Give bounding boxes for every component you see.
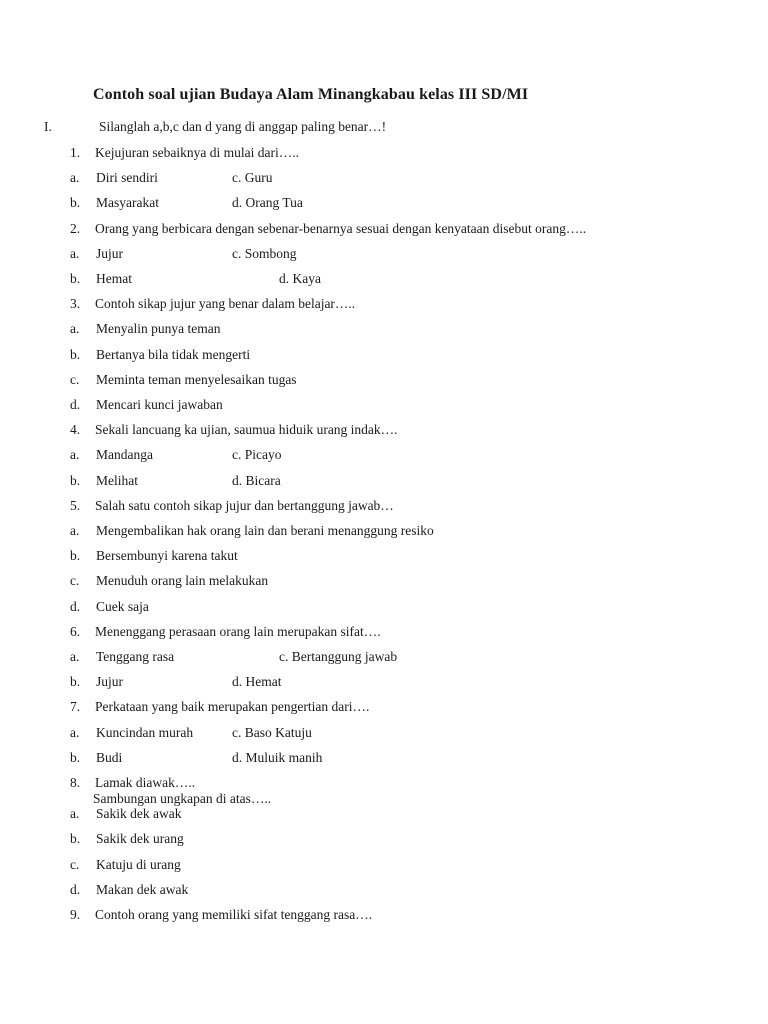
- option-letter: a.: [70, 523, 80, 538]
- option-text-second: c. Sombong: [232, 245, 297, 261]
- question-text: Contoh orang yang memiliki sifat tenggang rasa….: [95, 907, 373, 922]
- option-letter: c.: [70, 371, 80, 387]
- option-letter: d.: [70, 598, 81, 614]
- option-letter: b.: [70, 749, 81, 765]
- question-text: Salah satu contoh sikap jujur dan bertanggung jawab…: [95, 497, 394, 513]
- question-number: 5.: [70, 497, 81, 513]
- question-number: 8.: [70, 775, 81, 790]
- option-text: Sakik dek awak: [96, 806, 182, 822]
- option-text: Mandanga: [96, 447, 153, 463]
- option-text: Bersembunyi karena takut: [96, 548, 238, 564]
- option-text: Katuju di urang: [96, 856, 181, 872]
- section-instruction: Silanglah a,b,c dan d yang di anggap paling benar…!: [99, 119, 387, 134]
- option-letter: a.: [70, 806, 80, 822]
- option-letter: a.: [70, 245, 80, 261]
- option-text-second: c. Picayo: [232, 447, 282, 463]
- option-letter: b.: [70, 472, 81, 488]
- option-letter: a.: [70, 321, 80, 337]
- option-text: Bertanya bila tidak mengerti: [96, 346, 251, 362]
- question-number: 4.: [70, 422, 81, 438]
- option-text: Menuduh orang lain melakukan: [96, 573, 269, 589]
- option-text-second: c. Guru: [232, 170, 273, 186]
- option-text: Mengembalikan hak orang lain dan berani menanggung resiko: [96, 523, 434, 538]
- option-letter: c.: [70, 573, 80, 589]
- option-letter: b.: [70, 346, 81, 362]
- option-text-second: c. Bertanggung jawab: [279, 649, 398, 664]
- option-text: Makan dek awak: [96, 881, 189, 897]
- option-letter: d.: [70, 397, 81, 412]
- option-letter: b.: [70, 271, 81, 286]
- page-title: Contoh soal ujian Budaya Alam Minangkabau kelas III SD/MI: [93, 86, 529, 103]
- option-text-second: d. Bicara: [232, 472, 281, 488]
- question-number: 2.: [70, 220, 81, 236]
- question-text: Kejujuran sebaiknya di mulai dari…..: [95, 145, 299, 160]
- question-number: 6.: [70, 623, 81, 639]
- option-text-second: d. Muluik manih: [232, 749, 323, 765]
- question-text: Menenggang perasaan orang lain merupakan sifat….: [95, 623, 381, 639]
- option-text: Sakik dek urang: [96, 831, 184, 847]
- option-text: Budi: [96, 749, 123, 765]
- question-number: 7.: [70, 699, 81, 715]
- question-subtext: Sambungan ungkapan di atas…..: [93, 791, 272, 806]
- option-letter: b.: [70, 195, 81, 211]
- option-text: Jujur: [96, 245, 123, 261]
- option-letter: a.: [70, 649, 80, 664]
- option-letter: a.: [70, 170, 80, 186]
- option-text: Menyalin punya teman: [96, 321, 221, 337]
- option-letter: a.: [70, 447, 80, 463]
- question-text: Perkataan yang baik merupakan pengertian dari….: [95, 699, 370, 715]
- option-letter: b.: [70, 674, 81, 690]
- option-text: Hemat: [96, 271, 132, 286]
- option-text-second: d. Hemat: [232, 674, 282, 690]
- section-number: I.: [44, 119, 52, 134]
- option-letter: a.: [70, 724, 80, 740]
- option-letter: b.: [70, 831, 81, 847]
- question-number: 1.: [70, 145, 81, 160]
- option-text: Jujur: [96, 674, 123, 690]
- option-text: Cuek saja: [96, 598, 149, 614]
- option-letter: c.: [70, 856, 80, 872]
- question-number: 9.: [70, 907, 81, 922]
- question-number: 3.: [70, 296, 81, 312]
- question-text: Lamak diawak…..: [95, 775, 196, 790]
- question-text: Sekali lancuang ka ujian, saumua hiduik urang indak….: [95, 422, 398, 438]
- question-text: Orang yang berbicara dengan sebenar-benarnya sesuai dengan kenyataan disebut orang…..: [95, 220, 587, 236]
- option-text: Mencari kunci jawaban: [96, 397, 223, 412]
- option-text: Kuncindan murah: [96, 724, 194, 740]
- option-text-second: d. Orang Tua: [232, 195, 303, 211]
- option-text: Masyarakat: [96, 195, 159, 211]
- question-text: Contoh sikap jujur yang benar dalam belajar…..: [95, 296, 356, 312]
- option-text-second: c. Baso Katuju: [232, 724, 312, 740]
- option-letter: b.: [70, 548, 81, 564]
- option-text-second: d. Kaya: [279, 271, 321, 286]
- option-text: Diri sendiri: [96, 170, 158, 186]
- option-text: Meminta teman menyelesaikan tugas: [96, 371, 297, 387]
- option-text: Tenggang rasa: [96, 649, 175, 664]
- option-text: Melihat: [96, 472, 138, 488]
- option-letter: d.: [70, 881, 81, 897]
